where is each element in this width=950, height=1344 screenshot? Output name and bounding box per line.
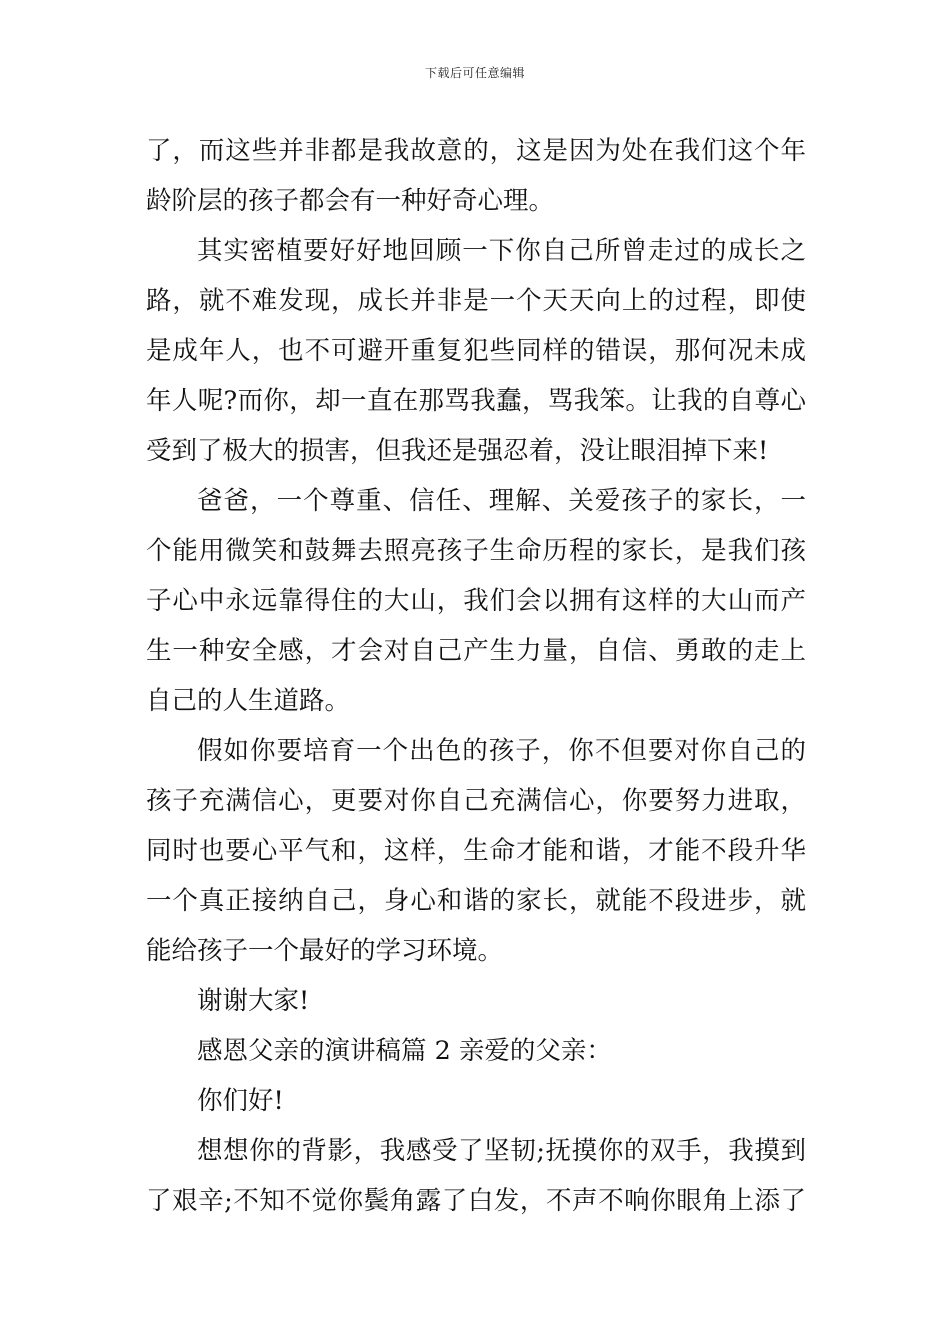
body-text <box>146 126 806 1226</box>
text-line: 同时也要心平气和，这样，生命才能和谐，才能不段升华 <box>146 836 806 866</box>
text-line: 其实密植要好好地回顾一下你自己所曾走过的成长之 <box>197 236 806 266</box>
text-line: 龄阶层的孩子都会有一种好奇心理。 <box>146 186 555 216</box>
text-line: 感恩父亲的演讲稿篇 2 亲爱的父亲： <box>197 1036 612 1066</box>
text-line: 自己的人生道路。 <box>146 686 351 716</box>
text-line: 你们好! <box>197 1086 284 1116</box>
text-line: 了，而这些并非都是我故意的，这是因为处在我们这个年 <box>146 136 806 166</box>
text-line: 爸爸，一个尊重、信任、理解、关爱孩子的家长，一 <box>197 486 806 516</box>
text-line: 一个真正接纳自己，身心和谐的家长，就能不段进步，就 <box>146 886 806 916</box>
text-line: 路，就不难发现，成长并非是一个天天向上的过程，即使 <box>146 286 806 316</box>
text-line: 年人呢?而你，却一直在那骂我蠢，骂我笨。让我的自尊心 <box>146 386 806 416</box>
text-line: 子心中永远靠得住的大山，我们会以拥有这样的大山而产 <box>146 586 806 616</box>
text-line: 个能用微笑和鼓舞去照亮孩子生命历程的家长，是我们孩 <box>146 536 806 566</box>
text-line: 受到了极大的损害，但我还是强忍着，没让眼泪掉下来! <box>146 436 769 466</box>
text-line: 能给孩子一个最好的学习环境。 <box>146 936 504 966</box>
page-header: 下载后可任意编辑 <box>424 66 525 80</box>
text-line: 谢谢大家! <box>197 986 310 1016</box>
text-line: 想想你的背影，我感受了坚韧;抚摸你的双手，我摸到 <box>197 1136 806 1166</box>
text-line: 孩子充满信心，更要对你自己充满信心，你要努力进取， <box>146 786 806 816</box>
text-line: 生一种安全感，才会对自己产生力量，自信、勇敢的走上 <box>146 636 806 666</box>
text-line: 了艰辛;不知不觉你鬓角露了白发，不声不响你眼角上添了 <box>146 1186 806 1216</box>
text-line: 假如你要培育一个出色的孩子，你不但要对你自己的 <box>197 736 806 766</box>
text-line: 是成年人，也不可避开重复犯些同样的错误，那何况未成 <box>146 336 806 366</box>
